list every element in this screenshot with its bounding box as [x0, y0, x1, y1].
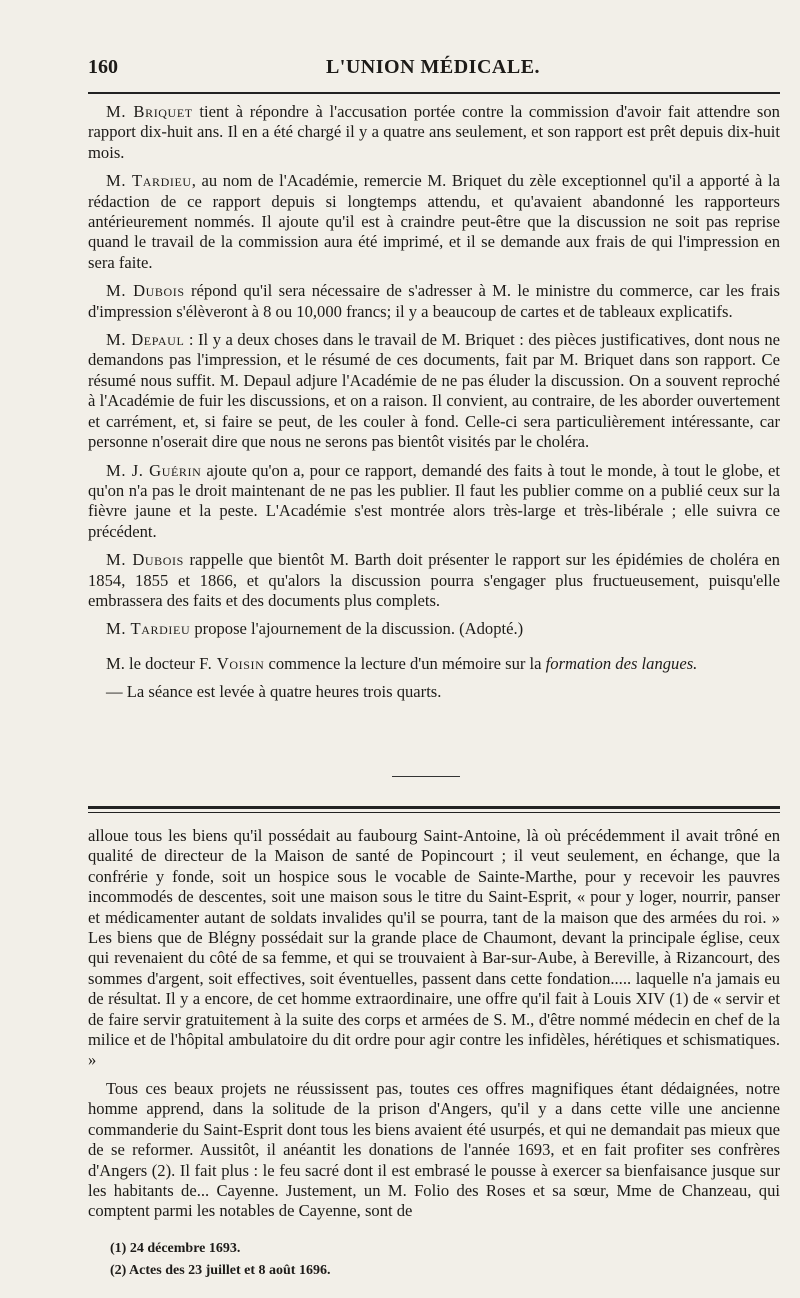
closing-line: — La séance est levée à quatre heures trois quarts. [106, 682, 442, 702]
speaker-name: F. Voisin [199, 653, 265, 673]
footnotes [110, 1238, 780, 1282]
speaker-name: M. Depaul [106, 330, 185, 350]
paragraph [88, 171, 780, 273]
paragraph-text: tient à répondre à l'accusation portée contre la commission d'avoir fait attendre son rapport dix-huit ans. Il en a été chargé il y a quatre ans seulement, et son rapport est prêt depuis dix-huit mois. [88, 102, 780, 162]
speaker-name: M. Dubois [106, 281, 185, 301]
speaker-name: M. Tardieu [106, 171, 192, 191]
header-rule [88, 92, 780, 94]
feuilleton-rule [88, 806, 780, 809]
page-header [88, 56, 778, 86]
paragraph [88, 619, 780, 639]
paragraph [88, 461, 780, 543]
feuilleton-paragraph: Tous ces beaux projets ne réussissent pas, toutes ces offres magnifiques étant dédaignées, notre homme apprend, dans la solitude de la prison d'Angers, qu'il y a dans cette ville une ancienne commanderie du Saint-Esprit dont tous les biens avaient été usurpés, et qui ne demandait pas mieux que de se reformer. Aussitôt, il anéantit les donations de l'année 1693, et en fait profiter ses confrères d'Angers (2). Il fait plus : le feu sacré dont il est embrasé le pousse à exercer sa bienfaisance jusque sur les habitants de... Cayenne. Justement, un M. Folio des Roses et sa sœur, Mme de Chanzeau, qui comptent parmi les notables de Cayenne, sont de [88, 1078, 780, 1221]
memoire-title: formation des langues. [545, 653, 698, 673]
running-title: L'UNION MÉDICALE. [325, 56, 541, 78]
paragraph-text: rappelle que bientôt M. Barth doit présenter le rapport sur les épidémies de choléra en 1854, 1855 et 1866, et qu'alors la discussion pourra s'engager plus fructueusement, puisqu'elle embrassera des faits et des documents plus complets. [88, 550, 780, 610]
academy-proceedings [88, 102, 780, 711]
paragraph-text: , au nom de l'Académie, remercie M. Briquet du zèle exceptionnel qu'il a apporté à la rédaction de ce rapport depuis si longtemps attendu, et qu'avaient abandonné les rapporteurs antérieurement nommés. Il ajoute qu'il est à craindre peut-être que la discussion ne soit pas reprise quand le travail de la commission aura été imprimé, et il se demande aux frais de qui l'impression en sera faite. [88, 171, 780, 272]
speaker-name: M. J. Guérin [106, 460, 202, 480]
paragraph [88, 102, 780, 163]
memoire-prefix: M. le docteur [106, 653, 200, 673]
paragraph [88, 550, 780, 611]
feuilleton [88, 826, 780, 1230]
feuilleton-paragraph: alloue tous les biens qu'il possédait au faubourg Saint-Antoine, là où précédemment il avait trôné en qualité de directeur de la Maison de santé de Popincourt ; il veut seulement, en échange, que la confrérie y fonde, soit un hospice sous le vocable de Sainte-Marthe, pour y recevoir les pauvres incommodés de descentes, soit une maison sous le titre du Saint-Esprit, « pour y loger, nourrir, panser et médicamenter autant de soldats invalides qu'il se pourra, tant de la maison que des armées du roi. » Les biens que de Blégny possédait sur la grande place de Chaumont, devant la principale église, ceux qui revenaient du côté de sa femme, et qui se trouvaient à Bar-sur-Aube, à Bereville, à Rizancourt, des sommes d'argent, soit effectives, soit éventuelles, passent dans cette fondation..... laquelle n'a jamais eu de résultat. Il y a encore, de cet homme extraordinaire, une offre qu'il fait à Louis XIV (1) de « servir et de faire servir gratuitement à la suite des corps et armées de S. M., d'être nommé médecin en chef de la milice et de l'hôpital ambulatoire du dit ordre pour agir contre les infidèles, hérétiques et schismatiques. » [88, 826, 780, 1070]
footnote: (2) Actes des 23 juillet et 8 août 1696. [110, 1263, 331, 1278]
feuilleton-rule-thin [88, 812, 780, 813]
paragraph [88, 281, 780, 322]
speaker-name: M. Dubois [106, 550, 184, 570]
page-number: 160 [88, 56, 118, 78]
paragraph [88, 330, 780, 452]
footnote: (1) 24 décembre 1693. [110, 1241, 241, 1256]
paragraph-text: : Il y a deux choses dans le travail de M. Briquet : des pièces justificatives, dont nous ne demandons pas l'impression, et le résumé de ces documents, fait par M. Briquet dans son rapport. Ce résumé nous suffit. M. Depaul adjure l'Académie de ne pas éluder la discussion. On a souvent reproché à l'Académie de fuir les discussions, et on a raison. Il convient, au contraire, de les aborder ouvertement et carrément, et, si faire se peut, de les couler à fond. Celle-ci sera particulièrement intéressante, car personne n'oserait dire que nous ne serons pas bientôt visités par le choléra. [88, 330, 780, 452]
speaker-name: M. Briquet [106, 102, 193, 121]
paragraph-text: propose l'ajournement de la discussion. (Adopté.) [190, 619, 524, 639]
section-separator [392, 776, 460, 777]
speaker-name: M. Tardieu [106, 619, 191, 639]
memoire-paragraph [88, 654, 780, 674]
memoire-middle: commence la lecture d'un mémoire sur la [264, 653, 546, 673]
paragraph-text: répond qu'il sera nécessaire de s'adresser à M. le ministre du commerce, car les frais d'impression s'élèveront à 8 ou 10,000 francs; il y a beaucoup de cartes et de tableaux explicatifs. [88, 281, 780, 321]
paragraph-text: ajoute qu'on a, pour ce rapport, demandé des faits à tout le monde, à tout le globe, et qu'on n'a pas le droit maintenant de ne pas les publier. Il faut les publier comme on a publié ceux sur la fièvre jaune et la peste. L'Académie s'est montrée alors très-large et très-libérale ; elle suivra ce précédent. [88, 460, 780, 541]
